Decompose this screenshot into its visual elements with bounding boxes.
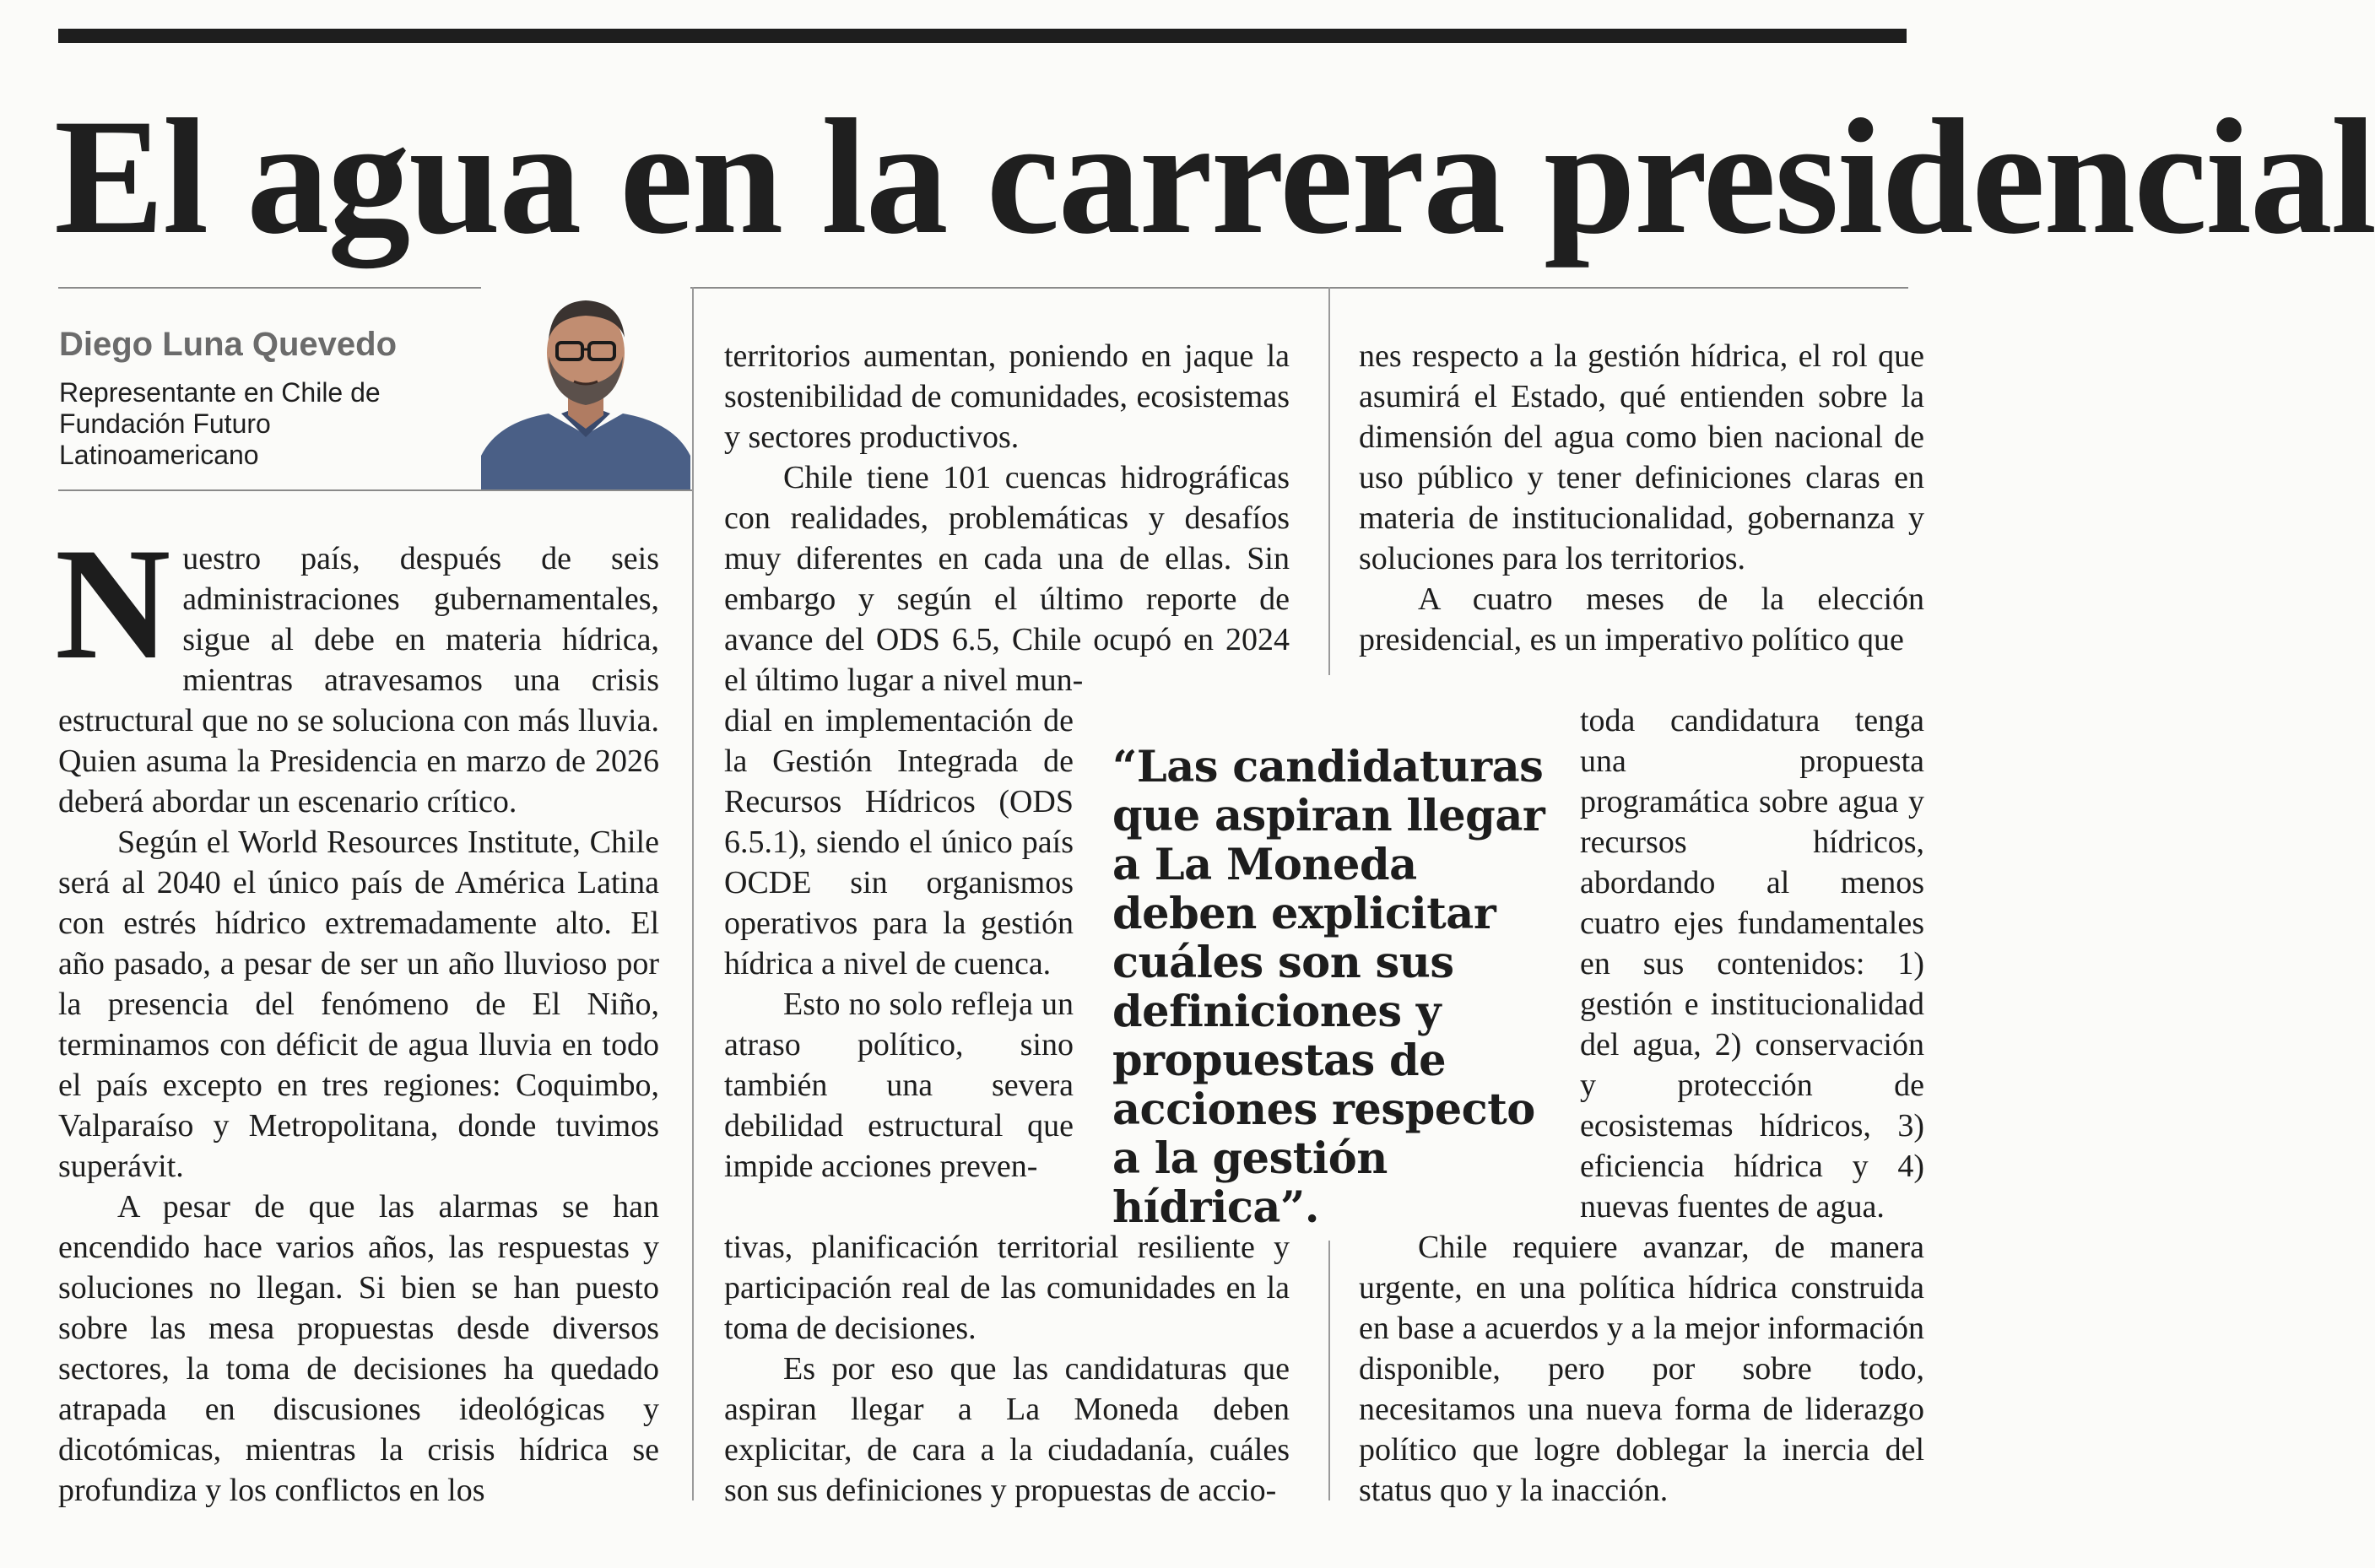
column-1 (55, 516, 659, 1511)
paragraph: nes respecto a la gestión hídrica, el rol que asumirá el Estado, qué entienden sobre la dimensión del agua como bien nacional de uso público y tener definiciones claras en materia de institucionalidad, gobernanza y soluciones para los territorios. (1359, 338, 1924, 576)
author-name: Diego Luna Quevedo (59, 326, 398, 363)
column-divider-1 (692, 287, 694, 1500)
paragraph: territorios aumentan, poniendo en jaque la sostenibilidad de comunidades, ecosistemas y sectores productivos. (724, 338, 1290, 455)
byline-divider (58, 489, 693, 491)
column-divider-2 (1328, 287, 1330, 675)
paragraph: Es por eso que las candidaturas que aspiran llegar a La Moneda deben explicitar, de cara a la ciudadanía, cuáles son sus definiciones y propuestas de accio- (724, 1351, 1290, 1508)
header-divider (58, 287, 1908, 289)
column-2-bottom (724, 1227, 1290, 1511)
paragraph: toda candidatura tenga una propuesta programática sobre agua y recursos hídricos, abordando al menos cuatro ejes fundamentales en sus contenidos: 1) gestión e institucionalidad del agua, 2) conservación y protección de ecosistemas hídricos, 3) eficiencia hídrica y 4) nuevas fuentes de agua. (1580, 703, 1924, 1225)
top-rule (58, 29, 1907, 43)
headline: El agua en la carrera presidencial (54, 85, 2375, 268)
paragraph: dial en implementación de la Gestión Integrada de Recursos Hídricos (ODS 6.5.1), siendo el único país OCDE sin organismos operativos para la gestión hídrica a nivel de cuenca. (724, 703, 1074, 981)
paragraph: Chile tiene 101 cuencas hidrográficas con realidades, problemáticas y desafíos muy diferentes en cada una de ellas. Sin embargo y según el último reporte de avance del ODS 6.5, Chile ocupó en 2024 el último lugar a nivel mun- (724, 460, 1290, 698)
column-2-top (724, 336, 1290, 700)
paragraph: A pesar de que las alarmas se han encendido hace varios años, las respuestas y soluciones no llegan. Si bien se han puesto sobre las mesa propuestas desde diversos sectores, la toma de decisiones ha quedado atrapada en discusiones ideológicas y dicotómicas, mientras la crisis hídrica se profundiza y los conflictos en los (58, 1189, 659, 1508)
paragraph: A cuatro meses de la elección presidencial, es un imperativo político que (1359, 581, 1924, 657)
column-3-top (1359, 336, 1924, 660)
byline (59, 323, 481, 471)
column-3-bottom (1359, 1227, 1924, 1511)
author-role: Representante en Chile de Fundación Futuro Latinoamericano (59, 377, 381, 470)
paragraph: Chile requiere avanzar, de manera urgente, en una política hídrica construida en base a acuerdos y a la mejor información disponible, pero por sobre todo, necesitamos una nueva forma de liderazgo político que logre doblegar la inercia del status quo y la inacción. (1359, 1230, 1924, 1508)
paragraph: Según el World Resources Institute, Chile será al 2040 el único país de América Latina con estrés hídrico extremadamente alto. El año pasado, a pesar de ser un año lluvioso por la presencia del fenómeno de El Niño, terminamos con déficit de agua lluvia en todo el país excepto en tres regiones: Coquimbo, Valparaíso y Metropolitana, donde tuvimos superávit. (58, 825, 659, 1184)
drop-cap: N (55, 516, 171, 693)
pull-quote: “Las candidaturas que aspiran llegar a La Moneda deben explicitar cuáles son sus definiciones y propuestas de acciones respecto a la gestión hídrica”. (1112, 742, 1545, 1233)
author-portrait (481, 287, 690, 489)
paragraph: Nuestro país, después de seis administraciones gubernamentales, sigue al debe en materia hídrica, mientras atravesamos una crisis estructural que no se soluciona con más lluvia. Quien asuma la Presidencia en marzo de 2026 deberá abordar un escenario crítico. (55, 516, 659, 819)
paragraph: Esto no solo refleja un atraso político, sino también una severa debilidad estructural que impide acciones preven- (724, 987, 1074, 1184)
column-3-middle (1580, 700, 1924, 1227)
column-2-middle (724, 700, 1074, 1187)
column-divider-3 (1328, 1241, 1330, 1500)
paragraph: tivas, planificación territorial resiliente y participación real de las comunidades en la toma de decisiones. (724, 1230, 1290, 1346)
